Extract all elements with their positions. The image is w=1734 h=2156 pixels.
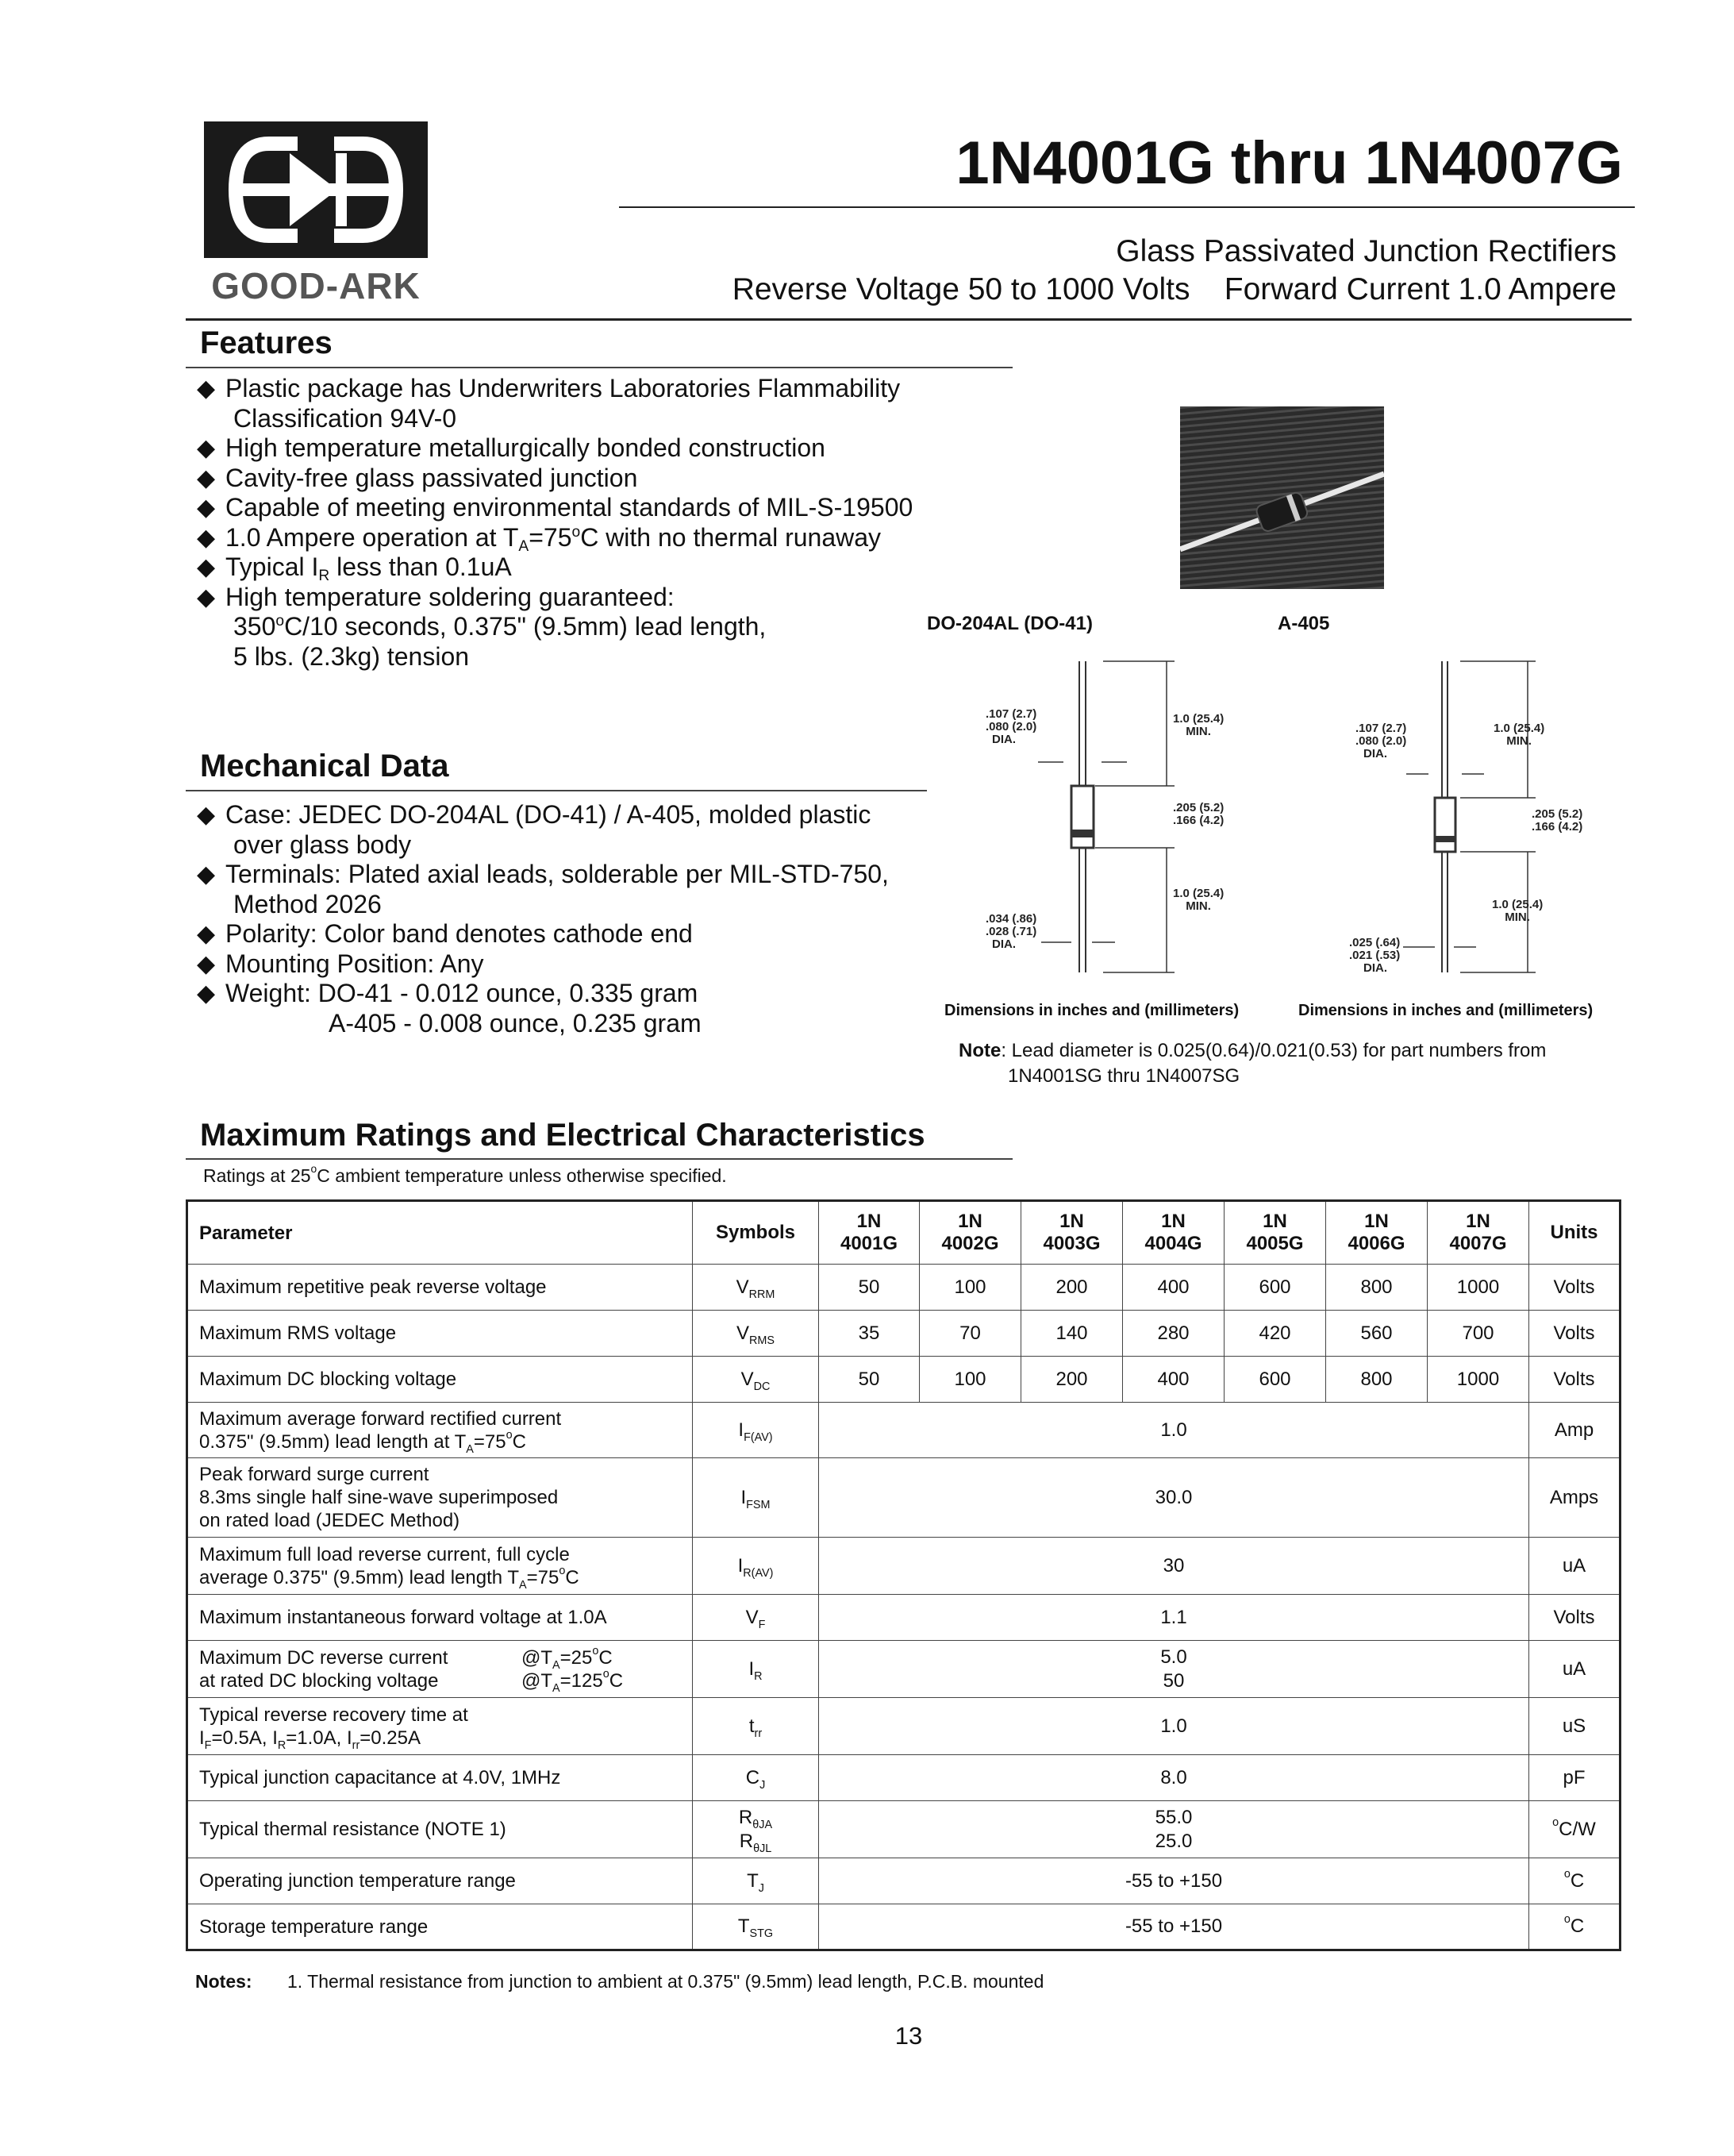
do41-lead-top: 1.0 (25.4) MIN. bbox=[1173, 712, 1225, 738]
list-item: ◆ Typical $I_R$ less than 0.1uA bbox=[197, 552, 512, 584]
col-header-part: 1N 4003G bbox=[1021, 1201, 1123, 1265]
col-header-part: 1N 4006G bbox=[1326, 1201, 1428, 1265]
list-item-continuation: Method 2026 bbox=[233, 889, 382, 918]
package-label-a405: A-405 bbox=[1278, 613, 1330, 634]
mechanical-divider bbox=[186, 790, 927, 791]
list-item: ◆ High temperature metallurgically bonded construction bbox=[197, 433, 825, 462]
list-item: ◆ Plastic package has Underwriters Laboratories Flammability bbox=[197, 374, 901, 402]
title-divider bbox=[619, 206, 1635, 208]
header-divider bbox=[186, 318, 1632, 321]
table-row: Maximum RMS voltage $V_{RMS}$ 35 70 140 280 420 560 700 Volts bbox=[187, 1311, 1621, 1357]
list-item: ◆ Mounting Position: Any bbox=[197, 949, 484, 978]
table-header-row bbox=[187, 1201, 1621, 1265]
ratings-heading: Maximum Ratings and Electrical Characteristics bbox=[200, 1118, 925, 1153]
table-row: Peak forward surge current 8.3ms single half sine-wave superimposed on rated load (JEDEC Method) $I_{FSM}$ 30.0 Amps bbox=[187, 1458, 1621, 1538]
do41-dim-caption: Dimensions in inches and (millimeters) bbox=[944, 1002, 1240, 1019]
features-heading: Features bbox=[200, 325, 333, 360]
table-row: Typical thermal resistance (NOTE 1) $R_{\theta JA}$ $R_{\theta JL}$ 55.0 25.0 $^o$C/W bbox=[187, 1801, 1621, 1858]
a405-lead-bottom: 1.0 (25.4) MIN. bbox=[1492, 898, 1544, 924]
list-item: ◆ Capable of meeting environmental standards of MIL-S-19500 bbox=[197, 493, 913, 522]
package-label-do41: DO-204AL (DO-41) bbox=[927, 613, 1093, 634]
diode-photo bbox=[1180, 406, 1384, 589]
logo-mark bbox=[204, 121, 428, 258]
a405-lead-dia: .025 (.64) .021 (.53) DIA. bbox=[1349, 936, 1401, 975]
table-row: Maximum average forward rectified current 0.375" (9.5mm) lead length at $T_A=75^oC$ $I_{F(AV)}$ 1.0 Amp bbox=[187, 1403, 1621, 1458]
col-header-part: 1N 4002G bbox=[920, 1201, 1021, 1265]
forward-current: Forward Current 1.0 Ampere bbox=[1224, 272, 1617, 306]
list-item-continuation: 5 lbs. (2.3kg) tension bbox=[233, 641, 470, 671]
diode-logo-icon bbox=[204, 121, 428, 258]
col-header-units: Units bbox=[1529, 1201, 1621, 1265]
do41-lead-bottom: 1.0 (25.4) MIN. bbox=[1173, 887, 1225, 913]
table-row: Maximum DC reverse current $@T_A=25^oC$ at rated DC blocking voltage $@T_A=125^oC$ $I_R$ 5.0 50 uA bbox=[187, 1641, 1621, 1698]
list-item: ◆ Cavity-free glass passivated junction bbox=[197, 463, 638, 492]
a405-dim-caption: Dimensions in inches and (millimeters) bbox=[1298, 1002, 1594, 1019]
list-item-continuation: Classification 94V-0 bbox=[233, 403, 457, 433]
table-row: Typical reverse recovery time at $I_F=0.5A$, $I_R=1.0A$, $I_{rr}=0.25A$ $t_{rr}$ 1.0 uS bbox=[187, 1698, 1621, 1755]
list-item: ◆ Case: JEDEC DO-204AL (DO-41) / A-405, molded plastic bbox=[197, 800, 871, 829]
mechanical-list bbox=[197, 800, 889, 1038]
ratings-subtext: Ratings at 25$^o$C ambient temperature unless otherwise specified. bbox=[203, 1163, 727, 1186]
col-header-part: 1N 4007G bbox=[1428, 1201, 1529, 1265]
col-header-part: 1N 4004G bbox=[1123, 1201, 1225, 1265]
diode-photo-icon bbox=[1180, 406, 1384, 589]
list-item-continuation: over glass body bbox=[233, 830, 412, 859]
do41-body-dia: .107 (2.7) .080 (2.0) DIA. bbox=[986, 707, 1037, 746]
list-item: ◆ 1.0 Ampere operation at $T_A=75^oC$ with no thermal runaway bbox=[197, 522, 882, 555]
voltage-range: Reverse Voltage 50 to 1000 Volts bbox=[732, 272, 1190, 306]
mechanical-heading: Mechanical Data bbox=[200, 749, 449, 783]
voltage-current-line bbox=[732, 272, 1617, 307]
table-row: Operating junction temperature range $T_J$ -55 to +150 $^o$C bbox=[187, 1858, 1621, 1904]
ratings-divider bbox=[186, 1158, 1013, 1160]
a405-body-len: .205 (5.2) .166 (4.2) bbox=[1532, 807, 1583, 834]
table-row: Maximum full load reverse current, full cycle average 0.375" (9.5mm) lead length $T_A=75^oC$ $I_{R(AV)}$ 30 uA bbox=[187, 1538, 1621, 1595]
notes-footer: Notes: 1. Thermal resistance from junction to ambient at 0.375" (9.5mm) lead length, P.C.B. mounted bbox=[195, 1971, 1044, 1992]
ratings-table bbox=[186, 1199, 1621, 1951]
product-subtitle: Glass Passivated Junction Rectifiers bbox=[1116, 234, 1617, 268]
a405-lead-top: 1.0 (25.4) MIN. bbox=[1494, 722, 1545, 748]
list-item: ◆ Terminals: Plated axial leads, solderable per MIL-STD-750, bbox=[197, 860, 889, 888]
list-item: ◆ Weight: DO-41 - 0.012 ounce, 0.335 gram bbox=[197, 979, 698, 1007]
lead-diameter-note: Note: Lead diameter is 0.025(0.64)/0.021(0.53) for part numbers from 1N4001SG thru 1N4007SG bbox=[959, 1040, 1547, 1087]
list-item: ◆ High temperature soldering guaranteed: bbox=[197, 582, 675, 611]
do41-lead-dia: .034 (.86) .028 (.71) DIA. bbox=[986, 912, 1037, 951]
page-number: 13 bbox=[894, 2022, 923, 2050]
col-header-symbols: Symbols bbox=[693, 1201, 819, 1265]
table-row: Storage temperature range $T_{STG}$ -55 to +150 $^o$C bbox=[187, 1904, 1621, 1950]
table-row: Typical junction capacitance at 4.0V, 1MHz $C_J$ 8.0 pF bbox=[187, 1755, 1621, 1801]
list-item: ◆ Polarity: Color band denotes cathode end bbox=[197, 919, 693, 948]
features-list bbox=[197, 374, 913, 672]
table-row: Maximum instantaneous forward voltage at 1.0A $V_F$ 1.1 Volts bbox=[187, 1595, 1621, 1641]
col-header-parameter: Parameter bbox=[187, 1201, 693, 1265]
list-item-continuation: A-405 - 0.008 ounce, 0.235 gram bbox=[329, 1008, 702, 1038]
col-header-part: 1N 4001G bbox=[819, 1201, 920, 1265]
do41-body-len: .205 (5.2) .166 (4.2) bbox=[1173, 801, 1225, 827]
table-row: Maximum DC blocking voltage $V_{DC}$ 50 100 200 400 600 800 1000 Volts bbox=[187, 1357, 1621, 1403]
logo-text: GOOD-ARK bbox=[211, 265, 421, 306]
col-header-part: 1N 4005G bbox=[1225, 1201, 1326, 1265]
list-item-continuation: 350$^o$C/10 seconds, 0.375" (9.5mm) lead length, bbox=[233, 612, 767, 641]
table-row: Maximum repetitive peak reverse voltage $V_{RRM}$ 50 100 200 400 600 800 1000 Volts bbox=[187, 1265, 1621, 1311]
page-title: 1N4001G thru 1N4007G bbox=[955, 129, 1623, 197]
a405-body-dia: .107 (2.7) .080 (2.0) DIA. bbox=[1355, 722, 1407, 760]
features-divider bbox=[186, 367, 1013, 368]
company-logo bbox=[204, 121, 428, 306]
